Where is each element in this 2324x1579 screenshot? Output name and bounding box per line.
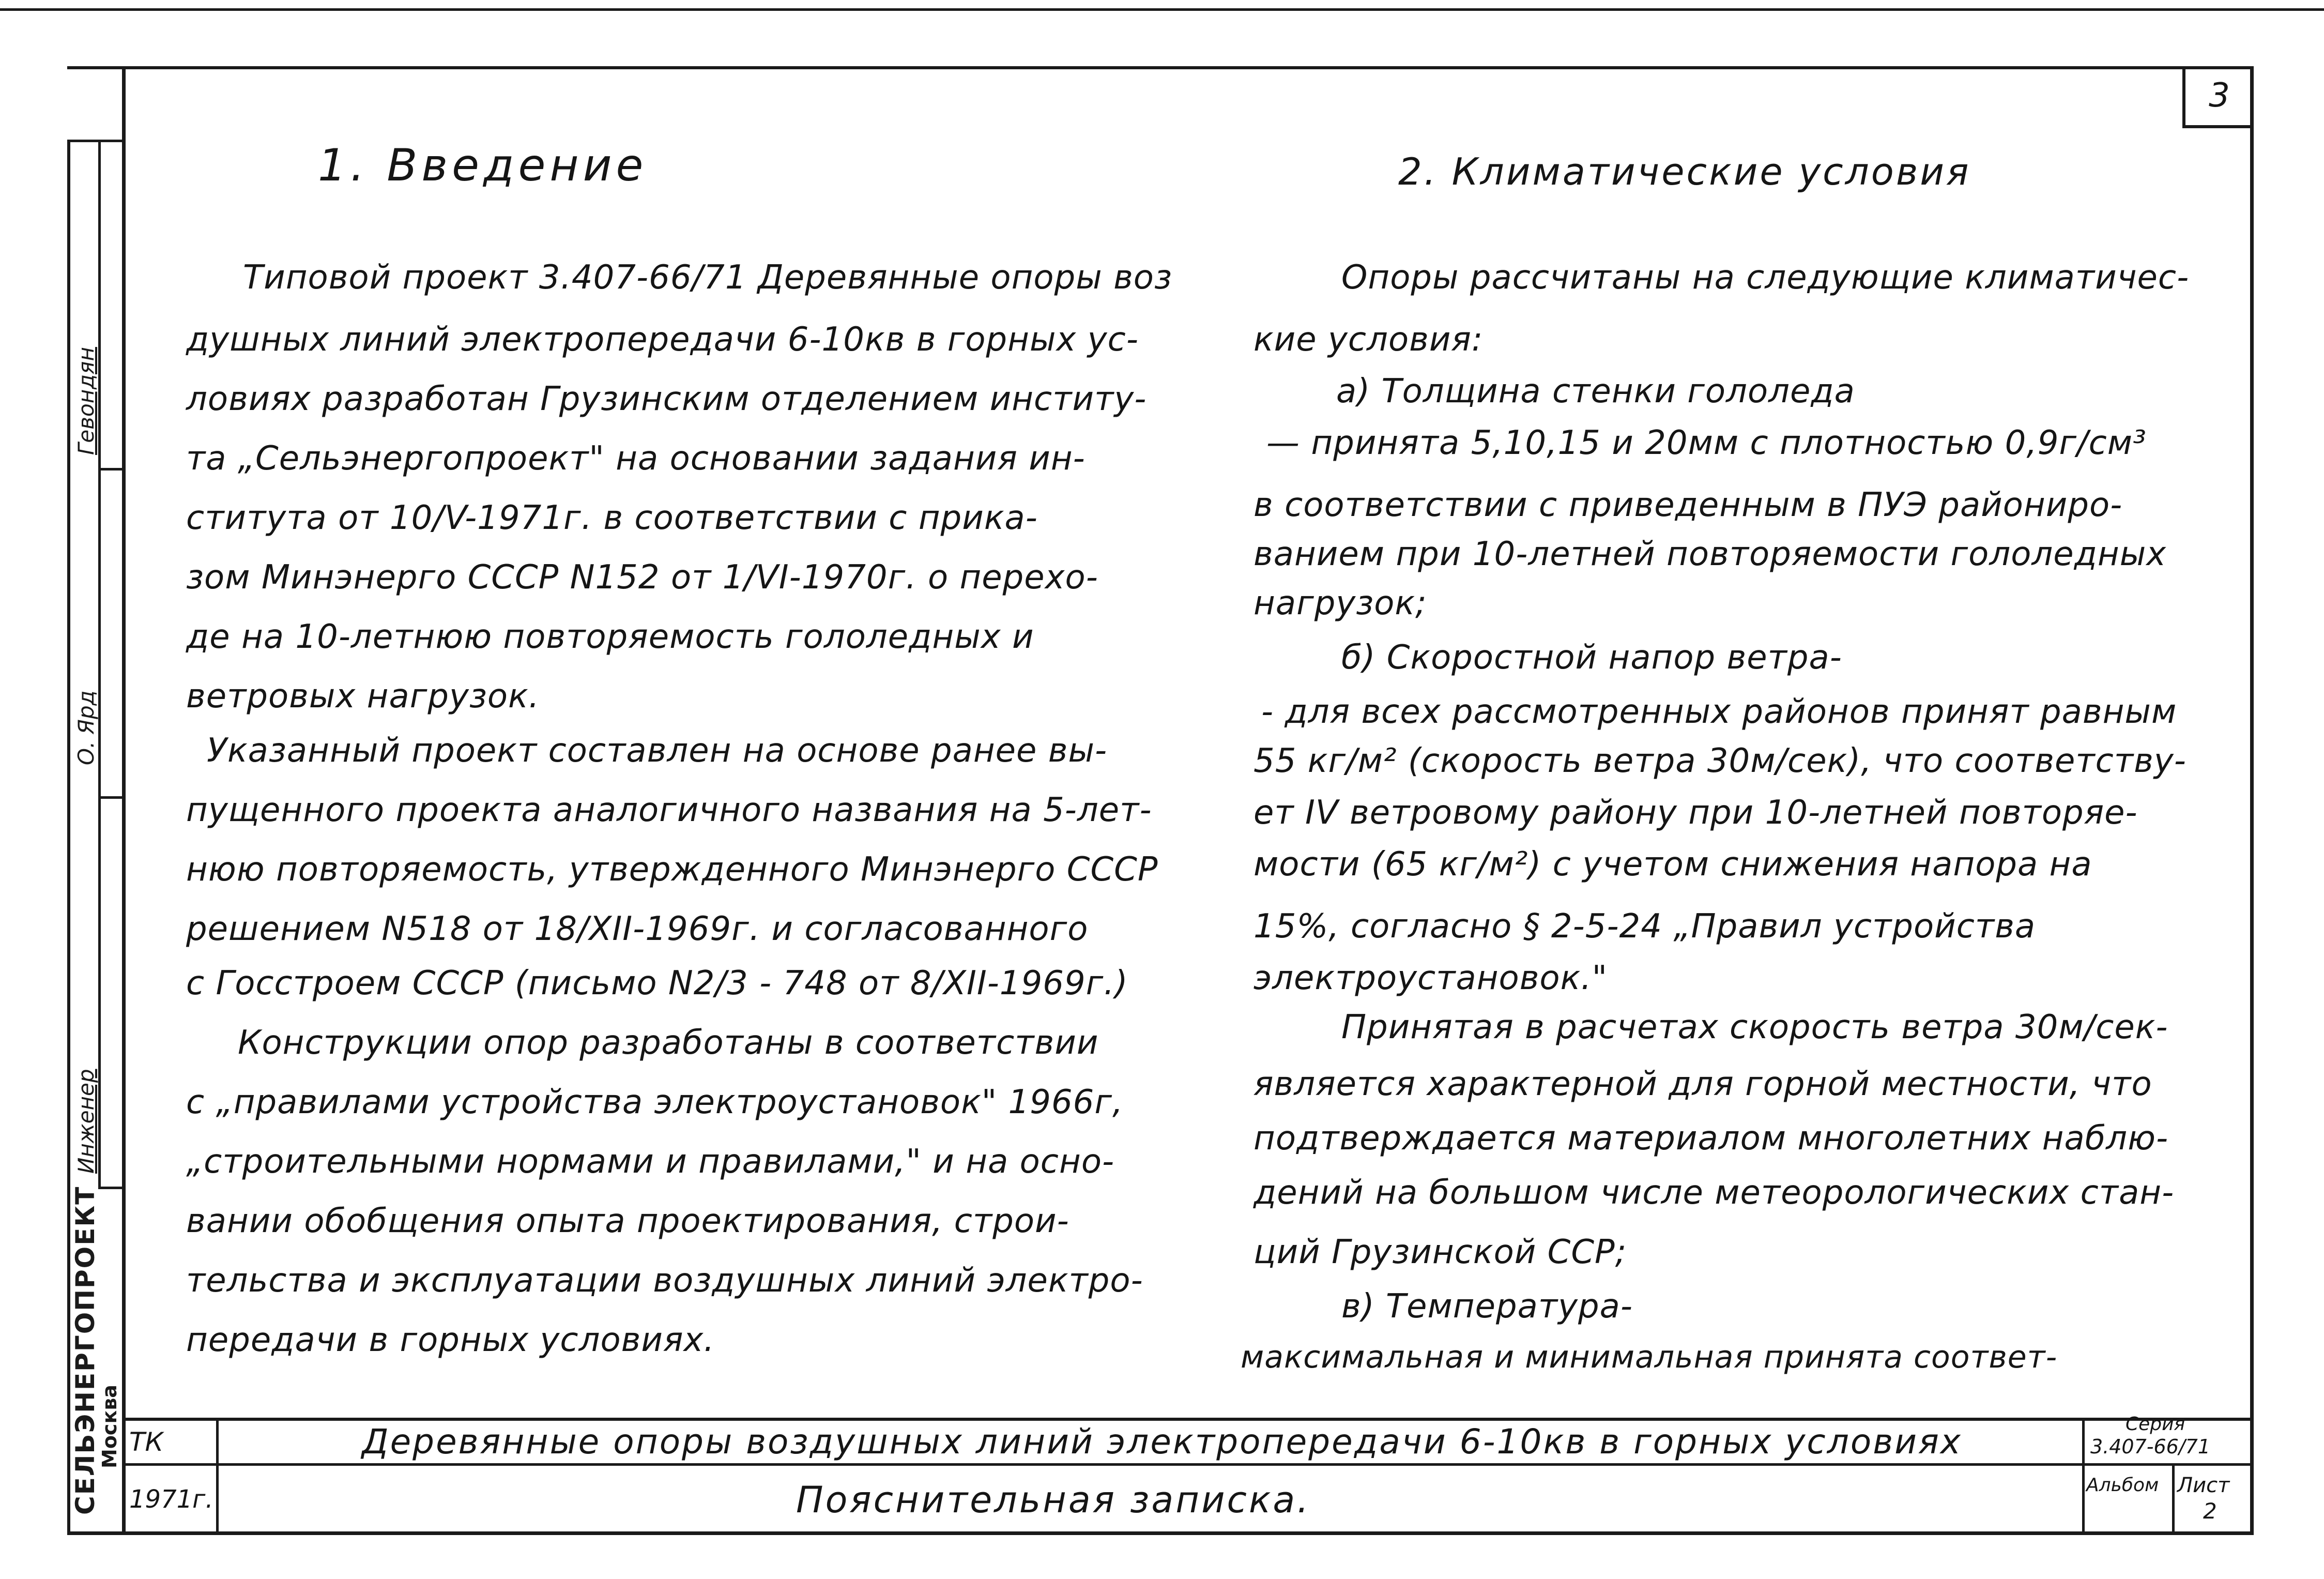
text-line: 55 кг/м² (скорость ветра 30м/сек), что соответству-	[1253, 742, 2187, 780]
text-line: ветровых нагрузок.	[186, 677, 540, 716]
text-line: зом Минэнерго СССР N152 от 1/VI-1970г. о перехо-	[186, 558, 1098, 597]
text-line: — принята 5,10,15 и 20мм с плотностью 0,9г/см³	[1266, 424, 2147, 462]
text-line: „строительными нормами и правилами," и на осно-	[186, 1143, 1115, 1181]
stamp-top-line	[122, 1418, 2254, 1421]
text-line: вании обобщения опыта проектирования, строи-	[186, 1202, 1069, 1240]
text-line: ловиях разработан Грузинским отделением институ-	[186, 380, 1147, 418]
stamp-document-name: Пояснительная записка.	[796, 1479, 1311, 1521]
stamp-series-value: 3.407-66/71	[2090, 1435, 2211, 1458]
stamp-middle-line	[122, 1463, 2254, 1466]
stamp-divider	[2172, 1463, 2175, 1534]
text-line: пущенного проекта аналогичного названия на 5-лет-	[186, 791, 1152, 829]
stamp-series-label: Серия	[2126, 1414, 2185, 1435]
left-strip-cell-line	[67, 140, 124, 142]
text-line: - для всех рассмотренных районов принят равным	[1261, 693, 2177, 731]
frame-bottom-border	[67, 1531, 2254, 1535]
text-line: Конструкции опор разработаны в соответствии	[238, 1024, 1099, 1062]
strip-city: Москва	[98, 1385, 121, 1468]
text-line: Принятая в расчетах скорость ветра 30м/сек-	[1341, 1008, 2168, 1046]
frame-right-border	[2250, 66, 2254, 1535]
left-strip-cell-line	[98, 1187, 124, 1189]
frame-top-border	[67, 66, 2254, 69]
text-line: б) Скоростной напор ветра-	[1341, 639, 1842, 677]
strip-signature: О. Ярд	[73, 690, 99, 765]
text-line: в соответствии с приведенным в ПУЭ райониро-	[1253, 486, 2123, 524]
frame-left-border	[122, 66, 126, 1535]
text-line: Опоры рассчитаны на следующие климатичес-	[1341, 259, 2190, 297]
text-line: Типовой проект 3.407-66/71 Деревянные опоры воз	[243, 259, 1172, 297]
left-strip-cell-line	[98, 468, 124, 470]
text-line: Указанный проект составлен на основе ранее вы-	[207, 732, 1108, 770]
text-line: та „Сельэнергопроект" на основании задания ин-	[186, 439, 1085, 478]
text-line: решением N518 от 18/XII-1969г. и согласованного	[186, 910, 1089, 948]
strip-surname: Гевондян	[73, 347, 99, 455]
stamp-org: ТК	[129, 1427, 164, 1457]
text-line: дений на большом числе метеорологических стан-	[1253, 1174, 2175, 1212]
text-line: максимальная и минимальная принята соответ-	[1241, 1339, 2058, 1375]
strip-role: Инженер	[73, 1069, 99, 1174]
text-line: де на 10-летнюю повторяемость гололедных и	[186, 618, 1034, 656]
strip-organization: СЕЛЬЭНЕРГОПРОЕКТ	[70, 1186, 100, 1515]
text-line: ет IV ветровому району при 10-летней повторяе-	[1253, 794, 2138, 832]
text-line: душных линий электропередачи 6-10кв в горных ус-	[186, 321, 1139, 359]
stamp-divider	[216, 1418, 219, 1534]
text-line: а) Толщина стенки гололеда	[1336, 372, 1855, 411]
text-line: с „правилами устройства электроустановок" 1966г,	[186, 1083, 1124, 1121]
text-line: передачи в горных условиях.	[186, 1321, 715, 1359]
section1-heading: 1. Введение	[318, 140, 648, 191]
text-line: электроустановок."	[1253, 959, 1608, 997]
text-line: 15%, согласно § 2-5-24 „Правил устройства	[1253, 907, 2036, 946]
stamp-divider	[2082, 1418, 2085, 1534]
stamp-sheet-value: 2	[2203, 1498, 2217, 1524]
stamp-album-label: Альбом	[2086, 1475, 2159, 1496]
stamp-sheet-label: Лист	[2177, 1474, 2230, 1497]
text-line: нюю повторяемость, утвержденного Минэнерго СССР	[186, 851, 1158, 889]
stamp-title: Деревянные опоры воздушных линий электропередачи 6-10кв в горных условиях	[362, 1422, 1962, 1462]
text-line: нагрузок;	[1253, 584, 1427, 623]
text-line: мости (65 кг/м²) с учетом снижения напора на	[1253, 845, 2092, 884]
text-line: в) Температура-	[1341, 1287, 1633, 1326]
text-line: ций Грузинской ССР;	[1253, 1233, 1627, 1271]
text-line: тельства и эксплуатации воздушных линий электро-	[186, 1262, 1143, 1300]
text-line: с Госстроем СССР (письмо N2/3 - 748 от 8/XII-1969г.)	[186, 964, 1128, 1003]
section2-heading: 2. Климатические условия	[1398, 150, 1971, 193]
page-number: 3	[2182, 66, 2253, 128]
text-line: подтверждается материалом многолетних наблю-	[1253, 1119, 2169, 1158]
left-strip-cell-line	[98, 796, 124, 799]
text-line: ванием при 10-летней повторяемости гололедных	[1253, 535, 2167, 573]
text-line: является характерной для горной местности, что	[1253, 1065, 2152, 1103]
text-line: кие условия:	[1253, 321, 1484, 359]
stamp-year: 1971г.	[129, 1485, 213, 1514]
top-rule	[0, 8, 2324, 11]
left-strip-divider	[98, 140, 101, 1189]
text-line: ститута от 10/V-1971г. в соответствии с прика-	[186, 499, 1038, 537]
